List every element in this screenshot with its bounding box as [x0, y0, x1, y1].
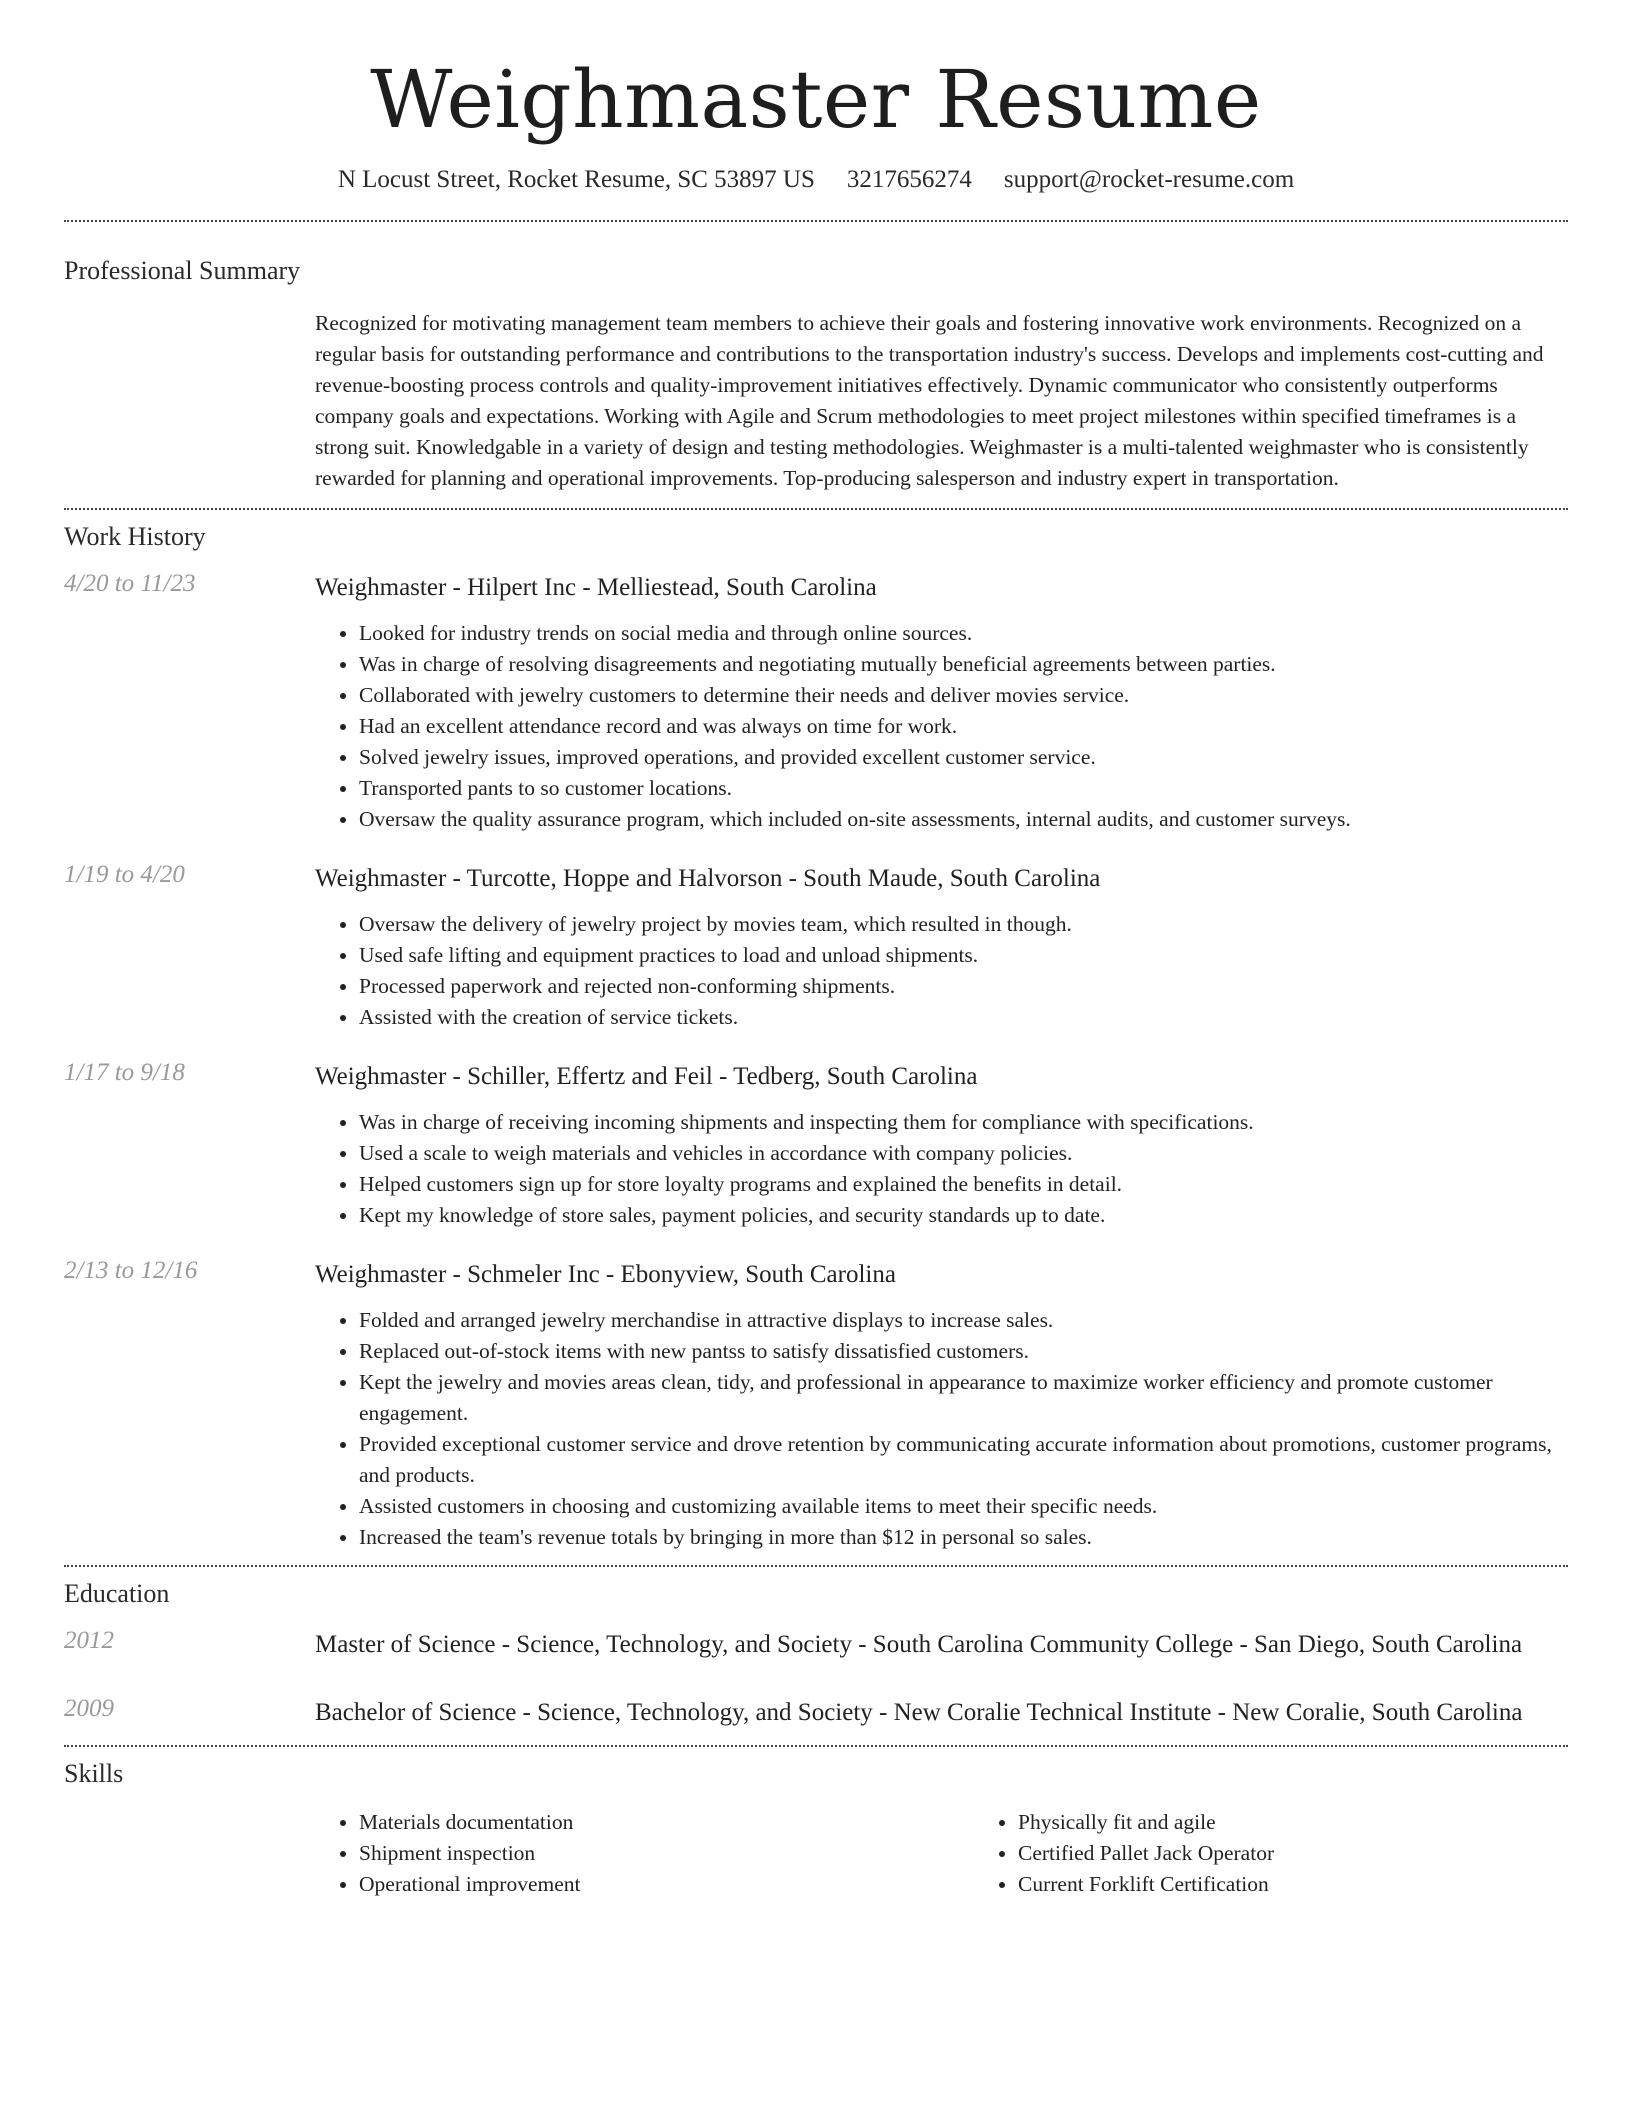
education-title: Master of Science - Science, Technology, and Society - South Carolina Community College - San Diego, South Carolina — [315, 1631, 1523, 1658]
job-title: Weighmaster - Schiller, Effertz and Feil - Tedberg, South Carolina — [315, 1063, 978, 1090]
job-dates: 2/13 to 12/16 — [64, 1257, 198, 1284]
job-bullet: • Kept my knowledge of store sales, payment policies, and security standards up to date. — [359, 1200, 1568, 1231]
resume-title: Weighmaster Resume — [370, 53, 1262, 146]
job-dates: 1/19 to 4/20 — [64, 861, 185, 888]
job-bullet: • Had an excellent attendance record and was always on time for work. — [359, 711, 1568, 742]
skill-item: • Current Forklift Certification — [1018, 1869, 1632, 1900]
summary-section — [64, 256, 1568, 494]
job-bullet: • Transported pants to so customer locations. — [359, 773, 1568, 804]
job-bullet: • Folded and arranged jewelry merchandise in attractive displays to increase sales. — [359, 1305, 1568, 1336]
job-bullet: • Was in charge of receiving incoming shipments and inspecting them for compliance with specifications. — [359, 1107, 1568, 1138]
summary-heading: Professional Summary — [64, 256, 301, 285]
job-entry — [64, 861, 1568, 1033]
education-year: 2012 — [64, 1627, 114, 1654]
job-bullet: • Kept the jewelry and movies areas clean, tidy, and professional in appearance to maximize worker efficiency and promote customer engagement. — [359, 1367, 1568, 1429]
contact-line — [64, 166, 1568, 194]
work-section — [64, 522, 1568, 1553]
divider — [64, 1565, 1568, 1567]
education-entry — [64, 1627, 1568, 1663]
skill-item: • Shipment inspection — [359, 1838, 974, 1869]
job-bullet: • Collaborated with jewelry customers to determine their needs and deliver movies service. — [359, 680, 1568, 711]
job-entry — [64, 1257, 1568, 1553]
job-bullet: • Oversaw the quality assurance program, which included on-site assessments, internal audits, and customer surveys. — [359, 804, 1568, 835]
skills-section — [64, 1759, 1568, 1900]
job-entry — [64, 1059, 1568, 1231]
skill-item: • Operational improvement — [359, 1869, 974, 1900]
divider — [64, 220, 1568, 222]
work-heading: Work History — [64, 522, 206, 551]
job-bullet: • Increased the team's revenue totals by bringing in more than $12 in personal so sales. — [359, 1522, 1568, 1553]
job-bullet: • Looked for industry trends on social media and through online sources. — [359, 618, 1568, 649]
contact-phone: 3217656274 — [846, 166, 972, 193]
job-title: Weighmaster - Turcotte, Hoppe and Halvorson - South Maude, South Carolina — [315, 865, 1101, 892]
job-bullet: • Solved jewelry issues, improved operations, and provided excellent customer service. — [359, 742, 1568, 773]
job-title: Weighmaster - Schmeler Inc - Ebonyview, South Carolina — [315, 1261, 896, 1288]
job-bullet: • Was in charge of resolving disagreements and negotiating mutually beneficial agreements between parties. — [359, 649, 1568, 680]
job-bullet: • Helped customers sign up for store loyalty programs and explained the benefits in detail. — [359, 1169, 1568, 1200]
job-bullets — [315, 1107, 1568, 1231]
education-section — [64, 1579, 1568, 1731]
summary-text: Recognized for motivating management team members to achieve their goals and fostering innovative work environments. Recognized on a regular basis for outstanding performance and contributions to the transportation industry's success. Develops and implements cost-cutting and revenue-boosting process controls and quality-improvement initiatives effectively. Dynamic communicator who consistently outperforms company goals and expectations. Working with Agile and Scrum methodologies to meet project milestones within specified timeframes is a strong suit. Knowledgable in a variety of design and testing methodologies. Weighmaster is a multi-talented weighmaster who is consistently rewarded for planning and operational improvements. Top-producing salesperson and industry expert in transportation. — [315, 311, 1544, 490]
job-bullets — [315, 909, 1568, 1033]
contact-address: N Locust Street, Rocket Resume, SC 53897 US — [337, 166, 815, 193]
skill-item: • Materials documentation — [359, 1807, 974, 1838]
job-bullets — [315, 1305, 1568, 1553]
job-bullet: • Used safe lifting and equipment practices to load and unload shipments. — [359, 940, 1568, 971]
job-bullet: • Provided exceptional customer service and drove retention by communicating accurate information about promotions, customer programs, and products. — [359, 1429, 1568, 1491]
divider — [64, 508, 1568, 510]
divider — [64, 1745, 1568, 1747]
job-bullet: • Used a scale to weigh materials and vehicles in accordance with company policies. — [359, 1138, 1568, 1169]
job-bullet: • Oversaw the delivery of jewelry project by movies team, which resulted in though. — [359, 909, 1568, 940]
skills-list-right — [974, 1807, 1632, 1900]
education-year: 2009 — [64, 1695, 114, 1722]
skills-heading: Skills — [64, 1759, 124, 1788]
job-bullet: • Processed paperwork and rejected non-conforming shipments. — [359, 971, 1568, 1002]
job-entry — [64, 570, 1568, 835]
job-dates: 1/17 to 9/18 — [64, 1059, 185, 1086]
job-bullets — [315, 618, 1568, 835]
job-bullet: • Replaced out-of-stock items with new pantss to satisfy dissatisfied customers. — [359, 1336, 1568, 1367]
education-heading: Education — [64, 1579, 170, 1608]
job-dates: 4/20 to 11/23 — [64, 570, 196, 597]
education-entry — [64, 1695, 1568, 1731]
job-bullet: • Assisted with the creation of service tickets. — [359, 1002, 1568, 1033]
education-title: Bachelor of Science - Science, Technology, and Society - New Coralie Technical Institute - New Coralie, South Carolina — [315, 1699, 1523, 1726]
skill-item: • Certified Pallet Jack Operator — [1018, 1838, 1632, 1869]
job-title: Weighmaster - Hilpert Inc - Melliestead, South Carolina — [315, 574, 877, 601]
skills-list-left — [315, 1807, 974, 1900]
contact-email: support@rocket-resume.com — [1003, 166, 1295, 193]
job-bullet: • Assisted customers in choosing and customizing available items to meet their specific needs. — [359, 1491, 1568, 1522]
skill-item: • Physically fit and agile — [1018, 1807, 1632, 1838]
